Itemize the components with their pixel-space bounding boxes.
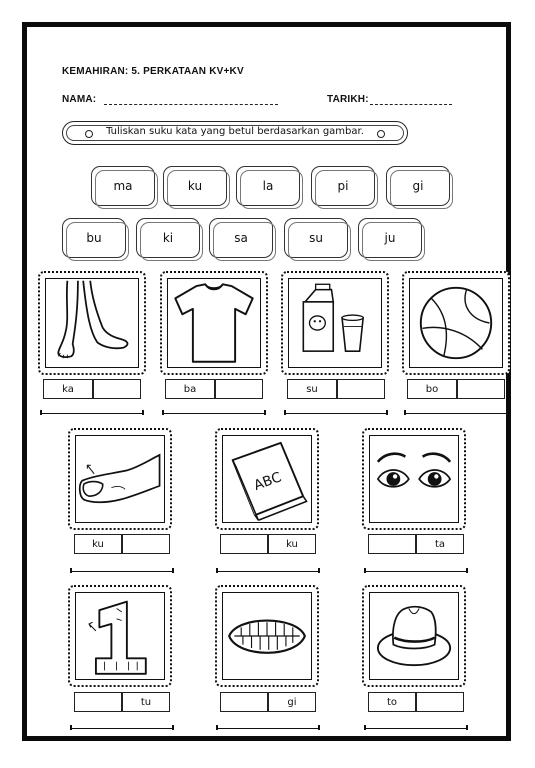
- finger-nail-icon: [76, 436, 164, 522]
- answer-line[interactable]: [404, 413, 508, 414]
- picture-frame: [215, 585, 319, 687]
- picture-frame: [38, 271, 146, 375]
- eyes-icon: [370, 436, 458, 522]
- date-field[interactable]: [370, 104, 452, 105]
- syllable-card: sa: [209, 218, 273, 258]
- syllable-box-given: ta: [416, 534, 464, 554]
- syllable-box-blank[interactable]: [220, 692, 268, 712]
- answer-line[interactable]: [364, 571, 468, 572]
- ball-icon: [410, 279, 502, 367]
- syllable-card: gi: [386, 166, 450, 206]
- syllable-box-given: ku: [268, 534, 316, 554]
- answer-line[interactable]: [70, 728, 174, 729]
- teeth-icon: [223, 593, 311, 679]
- skill-title: KEMAHIRAN: 5. PERKATAAN KV+KV: [62, 66, 244, 77]
- bullet-icon: [377, 130, 385, 138]
- syllable-card: ki: [136, 218, 200, 258]
- syllable-box-given: ku: [74, 534, 122, 554]
- instruction-banner: [62, 121, 408, 145]
- answer-line[interactable]: [216, 571, 320, 572]
- syllable-box-blank[interactable]: [337, 379, 385, 399]
- syllable-box-given: ba: [165, 379, 215, 399]
- syllable-box-given: ka: [43, 379, 93, 399]
- book-icon: [223, 436, 311, 522]
- syllable-box-given: to: [368, 692, 416, 712]
- syllable-box-given: su: [287, 379, 337, 399]
- name-label: NAMA:: [62, 94, 97, 105]
- syllable-box-given: bo: [407, 379, 457, 399]
- syllable-box-blank[interactable]: [220, 534, 268, 554]
- picture-frame: [362, 428, 466, 530]
- syllable-card: ma: [91, 166, 155, 206]
- answer-line[interactable]: [284, 413, 388, 414]
- syllable-box-given: gi: [268, 692, 316, 712]
- syllable-card: pi: [311, 166, 375, 206]
- picture-frame: [362, 585, 466, 687]
- milk-carton-icon: [289, 279, 381, 367]
- date-label: TARIKH:: [327, 94, 369, 105]
- answer-line[interactable]: [162, 413, 266, 414]
- shirt-icon: [168, 279, 260, 367]
- picture-frame: [215, 428, 319, 530]
- syllable-card: su: [284, 218, 348, 258]
- syllable-box-blank[interactable]: [457, 379, 505, 399]
- syllable-box-blank[interactable]: [215, 379, 263, 399]
- picture-frame: [160, 271, 268, 375]
- syllable-box-given: tu: [122, 692, 170, 712]
- syllable-box-blank[interactable]: [74, 692, 122, 712]
- syllable-card: ku: [163, 166, 227, 206]
- picture-frame: [68, 428, 172, 530]
- picture-frame: [402, 271, 510, 375]
- hat-icon: [370, 593, 458, 679]
- legs-icon: [46, 279, 138, 367]
- syllable-box-blank[interactable]: [368, 534, 416, 554]
- answer-line[interactable]: [364, 728, 468, 729]
- book-cover-text: ABC: [251, 469, 284, 495]
- answer-line[interactable]: [70, 571, 174, 572]
- answer-line[interactable]: [216, 728, 320, 729]
- syllable-card: bu: [62, 218, 126, 258]
- number-one-icon: [76, 593, 164, 679]
- picture-frame: [281, 271, 389, 375]
- syllable-box-blank[interactable]: [416, 692, 464, 712]
- syllable-box-blank[interactable]: [122, 534, 170, 554]
- answer-line[interactable]: [40, 413, 144, 414]
- syllable-box-blank[interactable]: [93, 379, 141, 399]
- instruction-text: Tuliskan suku kata yang betul berdasarkan gambar.: [106, 126, 364, 137]
- syllable-card: la: [236, 166, 300, 206]
- syllable-card: ju: [358, 218, 422, 258]
- name-field[interactable]: [104, 104, 278, 105]
- picture-frame: [68, 585, 172, 687]
